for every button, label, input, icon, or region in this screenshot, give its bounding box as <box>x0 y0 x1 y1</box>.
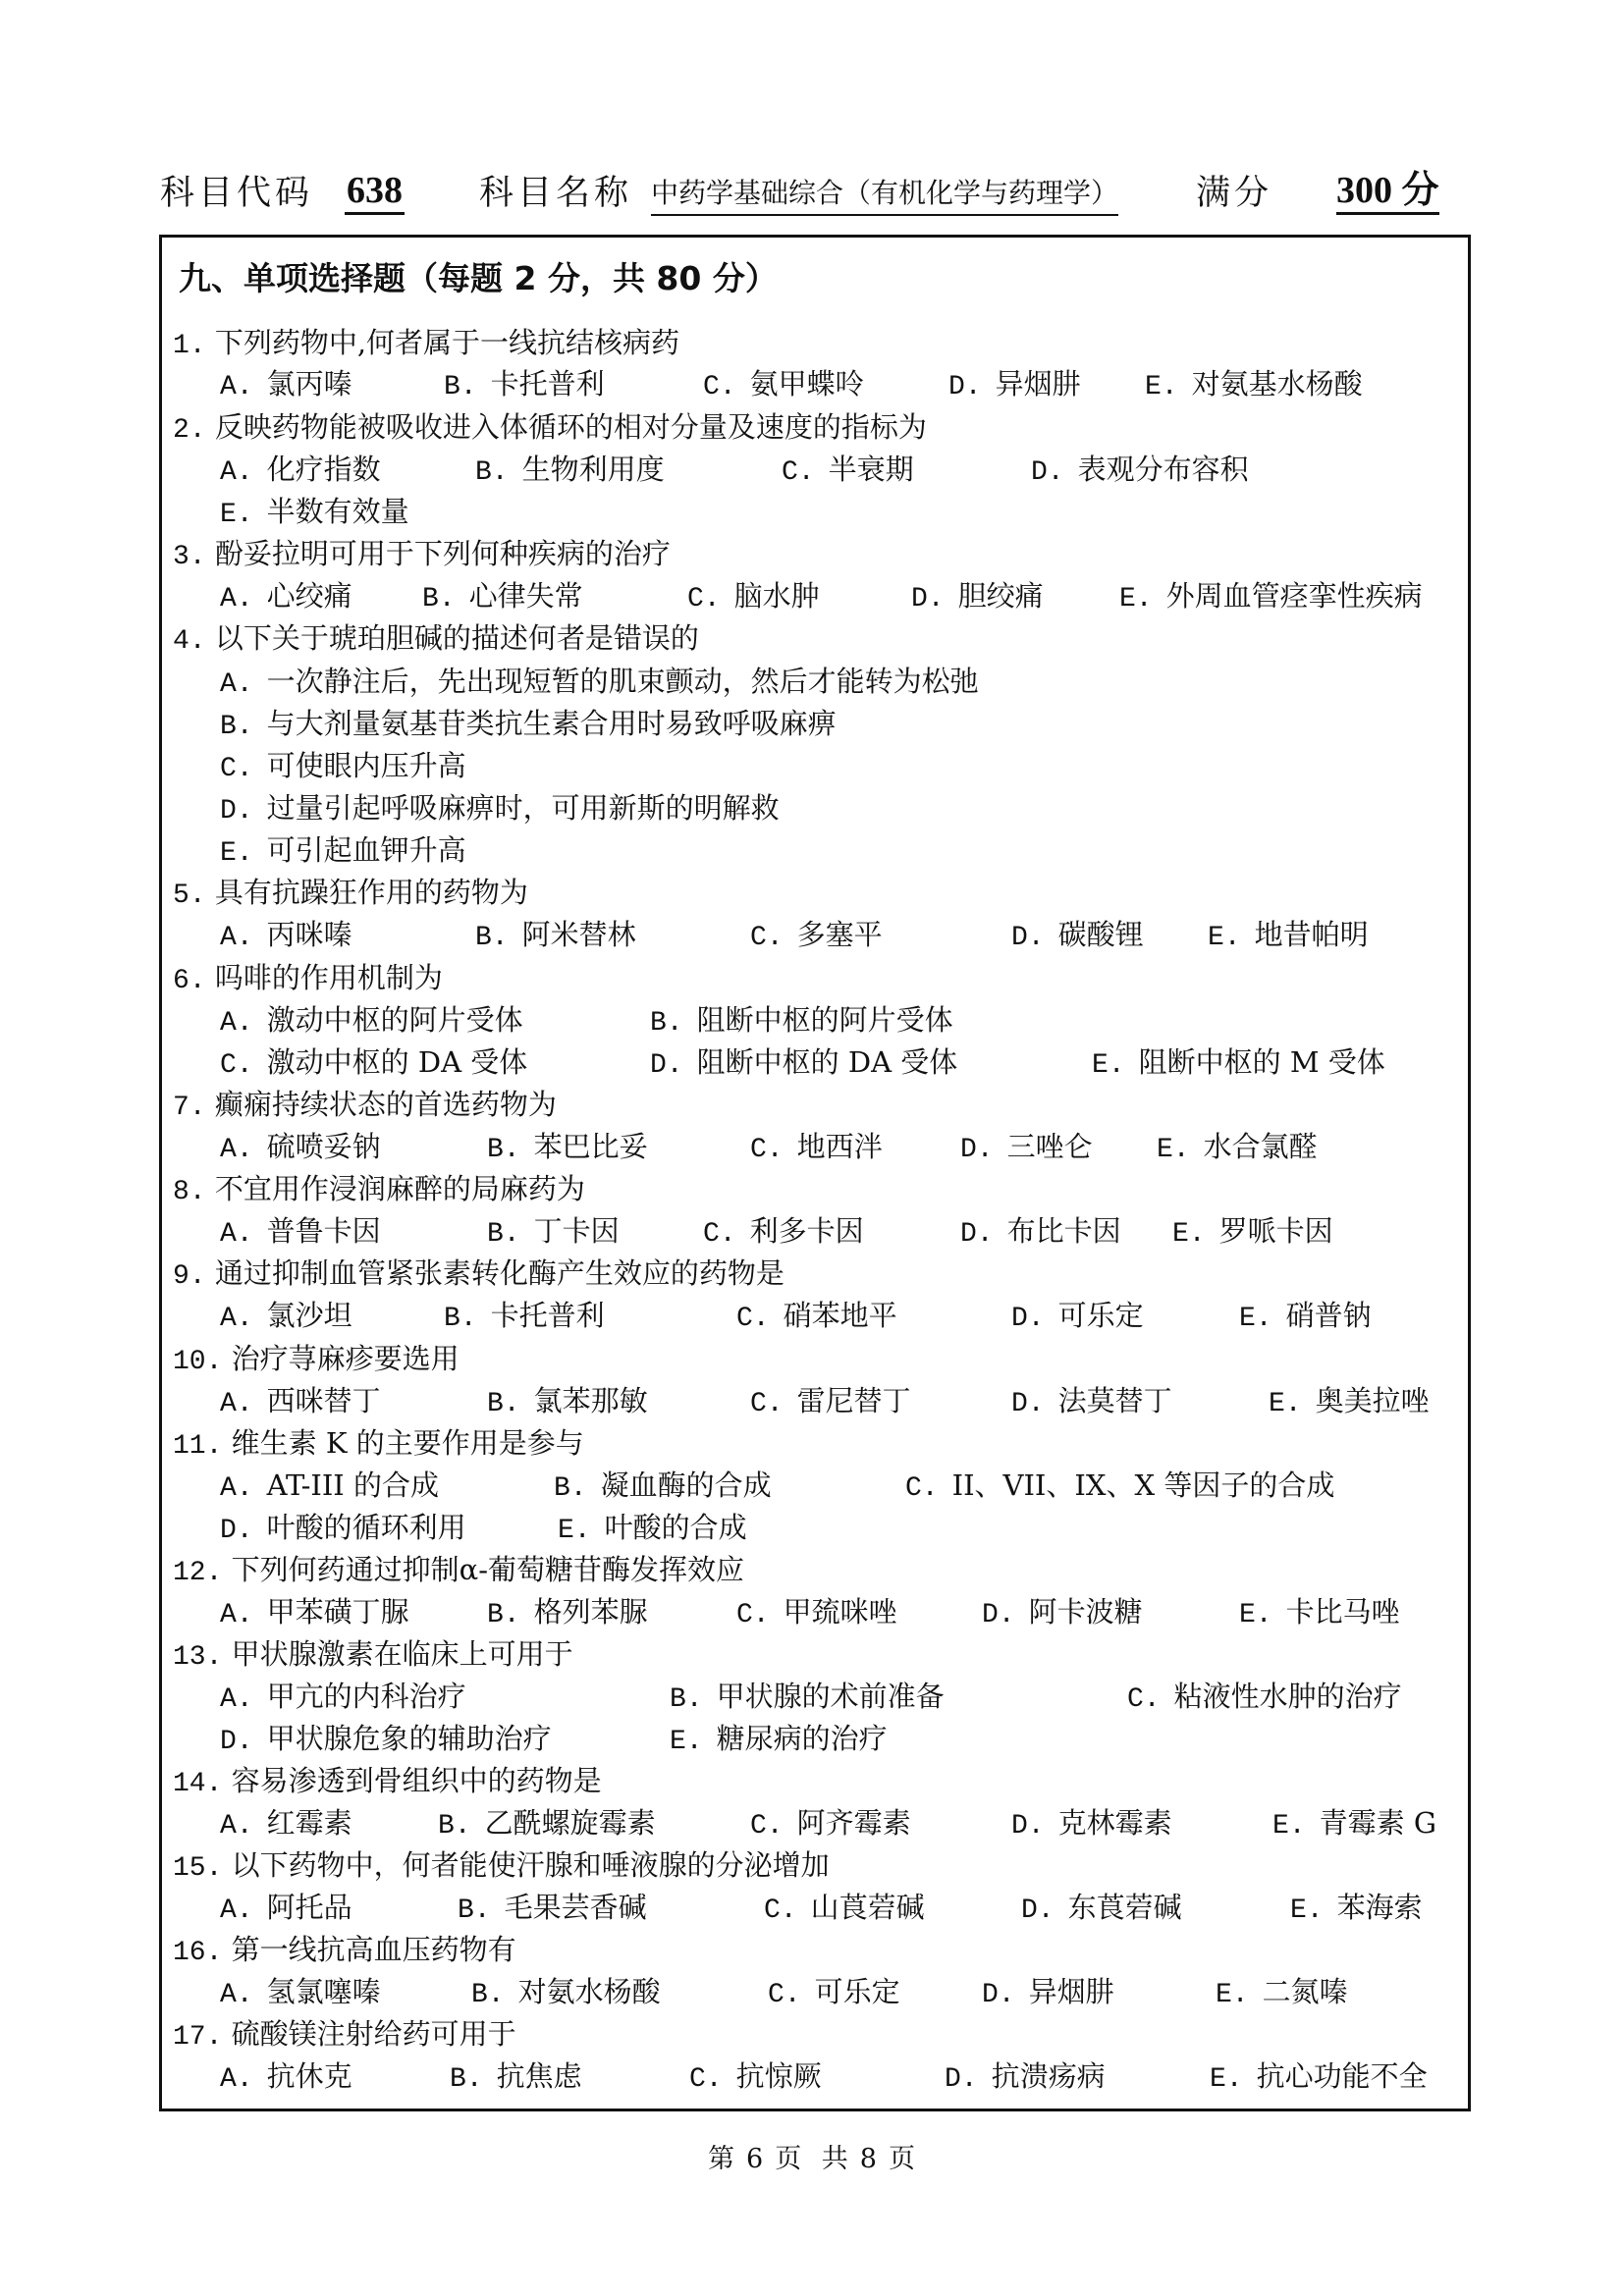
option-10d: D. 法莫替丁 <box>1011 1384 1172 1419</box>
option-4c: C. 可使眼内压升高 <box>220 749 466 784</box>
subject-name-value: 中药学基础综合（有机化学与药理学） <box>651 173 1118 216</box>
option-4d: D. 过量引起呼吸麻痹时，可用新斯的明解救 <box>220 791 780 827</box>
full-score-value: 300 分 <box>1336 169 1439 215</box>
option-12d: D. 阿卡波糖 <box>982 1595 1143 1630</box>
option-6d: D. 阻断中枢的 DA 受体 <box>650 1045 958 1081</box>
question-14: 14. 容易渗透到骨组织中的药物是 <box>173 1764 602 1799</box>
option-11e: E. 叶酸的合成 <box>558 1511 747 1546</box>
option-12c: C. 甲巯咪唑 <box>736 1595 897 1630</box>
exam-header <box>160 169 1476 228</box>
option-3c: C. 脑水肿 <box>687 579 820 614</box>
option-14d: D. 克林霉素 <box>1011 1806 1172 1842</box>
question-15: 15. 以下药物中，何者能使汗腺和唾液腺的分泌增加 <box>173 1848 830 1884</box>
option-17b: B. 抗焦虑 <box>450 2059 582 2095</box>
option-7c: C. 地西泮 <box>750 1130 883 1165</box>
option-13d: D. 甲状腺危象的辅助治疗 <box>220 1722 552 1757</box>
option-8b: B. 丁卡因 <box>487 1214 620 1250</box>
current-page: 6 <box>746 2144 764 2174</box>
option-5c: C. 多塞平 <box>750 918 883 953</box>
option-1a: A. 氯丙嗪 <box>220 367 352 402</box>
option-2a: A. 化疗指数 <box>220 453 381 488</box>
question-4: 4. 以下关于琥珀胆碱的描述何者是错误的 <box>173 621 699 657</box>
question-3: 3. 酚妥拉明可用于下列何种疾病的治疗 <box>173 537 671 572</box>
option-17e: E. 抗心功能不全 <box>1210 2059 1428 2095</box>
option-12b: B. 格列苯脲 <box>487 1595 648 1630</box>
subject-code-label: 科目代码 <box>160 174 314 213</box>
option-8e: E. 罗哌卡因 <box>1172 1214 1333 1250</box>
option-11d: D. 叶酸的循环利用 <box>220 1511 466 1546</box>
option-10c: C. 雷尼替丁 <box>750 1384 911 1419</box>
question-1: 1. 下列药物中,何者属于一线抗结核病药 <box>173 326 680 361</box>
total-pages: 8 <box>859 2144 877 2174</box>
option-1c: C. 氨甲蝶呤 <box>703 367 864 402</box>
option-7b: B. 苯巴比妥 <box>487 1130 648 1165</box>
option-13a: A. 甲亢的内科治疗 <box>220 1680 466 1715</box>
option-5a: A. 丙咪嗪 <box>220 918 352 953</box>
option-3b: B. 心律失常 <box>422 579 583 614</box>
option-15a: A. 阿托品 <box>220 1891 352 1926</box>
question-9: 9. 通过抑制血管紧张素转化酶产生效应的药物是 <box>173 1256 784 1292</box>
option-13b: B. 甲状腺的术前准备 <box>670 1680 945 1715</box>
option-12e: E. 卡比马唑 <box>1239 1595 1400 1630</box>
option-17d: D. 抗溃疡病 <box>945 2059 1106 2095</box>
question-6: 6. 吗啡的作用机制为 <box>173 961 443 996</box>
subject-name-label: 科目名称 <box>479 174 633 213</box>
subject-code-value: 638 <box>345 169 405 215</box>
full-score-label: 满分 <box>1196 174 1273 213</box>
section-title: 九、单项选择题（每题 2 分，共 80 分） <box>179 259 778 297</box>
option-6c: C. 激动中枢的 DA 受体 <box>220 1045 528 1081</box>
option-9d: D. 可乐定 <box>1011 1299 1144 1334</box>
question-17: 17. 硫酸镁注射给药可用于 <box>173 2017 516 2053</box>
option-7e: E. 水合氯醛 <box>1157 1130 1318 1165</box>
option-7a: A. 硫喷妥钠 <box>220 1130 381 1165</box>
question-5: 5. 具有抗躁狂作用的药物为 <box>173 876 528 911</box>
option-4b: B. 与大剂量氨基苷类抗生素合用时易致呼吸麻痹 <box>220 707 837 742</box>
option-17a: A. 抗休克 <box>220 2059 352 2095</box>
option-13c: C. 粘液性水肿的治疗 <box>1127 1680 1402 1715</box>
option-5e: E. 地昔帕明 <box>1208 918 1369 953</box>
option-2c: C. 半衰期 <box>782 453 914 488</box>
option-15c: C. 山莨菪碱 <box>764 1891 925 1926</box>
option-6b: B. 阻断中枢的阿片受体 <box>650 1003 953 1039</box>
option-14a: A. 红霉素 <box>220 1806 352 1842</box>
option-12a: A. 甲苯磺丁脲 <box>220 1595 409 1630</box>
option-3e: E. 外周血管痉挛性疾病 <box>1119 579 1423 614</box>
option-9a: A. 氯沙坦 <box>220 1299 352 1334</box>
option-16d: D. 异烟肼 <box>982 1975 1114 2010</box>
option-1b: B. 卡托普利 <box>444 367 605 402</box>
option-8c: C. 利多卡因 <box>703 1214 864 1250</box>
option-3a: A. 心绞痛 <box>220 579 352 614</box>
option-16b: B. 对氨水杨酸 <box>471 1975 661 2010</box>
option-8d: D. 布比卡因 <box>960 1214 1121 1250</box>
option-11b: B. 凝血酶的合成 <box>554 1468 772 1504</box>
question-8: 8. 不宜用作浸润麻醉的局麻药为 <box>173 1172 585 1207</box>
option-17c: C. 抗惊厥 <box>689 2059 822 2095</box>
question-12: 12. 下列何药通过抑制α-葡萄糖苷酶发挥效应 <box>173 1553 745 1588</box>
option-15e: E. 苯海索 <box>1290 1891 1423 1926</box>
option-1d: D. 异烟肼 <box>948 367 1081 402</box>
option-15d: D. 东莨菪碱 <box>1021 1891 1182 1926</box>
option-4e: E. 可引起血钾升高 <box>220 833 466 869</box>
option-10b: B. 氯苯那敏 <box>487 1384 648 1419</box>
option-9e: E. 硝普钠 <box>1239 1299 1372 1334</box>
option-14e: E. 青霉素 G <box>1272 1806 1436 1842</box>
option-10e: E. 奥美拉唑 <box>1269 1384 1430 1419</box>
question-13: 13. 甲状腺激素在临床上可用于 <box>173 1637 573 1673</box>
option-1e: E. 对氨基水杨酸 <box>1145 367 1363 402</box>
option-16c: C. 可乐定 <box>768 1975 900 2010</box>
option-4a: A. 一次静注后，先出现短暂的肌束颤动，然后才能转为松弛 <box>220 665 979 700</box>
option-9b: B. 卡托普利 <box>444 1299 605 1334</box>
page-indicator: 第 6 页 共 8 页 <box>708 2144 915 2174</box>
option-6e: E. 阻断中枢的 M 受体 <box>1092 1045 1385 1081</box>
option-11a: A. AT-III 的合成 <box>220 1468 439 1504</box>
option-2e: E. 半数有效量 <box>220 495 409 530</box>
option-9c: C. 硝苯地平 <box>736 1299 897 1334</box>
option-6a: A. 激动中枢的阿片受体 <box>220 1003 523 1039</box>
option-15b: B. 毛果芸香碱 <box>458 1891 647 1926</box>
question-16: 16. 第一线抗高血压药物有 <box>173 1933 516 1968</box>
option-14b: B. 乙酰螺旋霉素 <box>438 1806 656 1842</box>
option-5b: B. 阿米替林 <box>475 918 636 953</box>
option-7d: D. 三唑仑 <box>960 1130 1093 1165</box>
question-11: 11. 维生素 K 的主要作用是参与 <box>173 1426 584 1462</box>
option-5d: D. 碳酸锂 <box>1011 918 1144 953</box>
option-13e: E. 糖尿病的治疗 <box>670 1722 888 1757</box>
option-11c: C. II、VII、IX、X 等因子的合成 <box>905 1468 1335 1504</box>
question-2: 2. 反映药物能被吸收进入体循环的相对分量及速度的指标为 <box>173 410 927 446</box>
question-7: 7. 癫痫持续状态的首选药物为 <box>173 1088 557 1123</box>
option-14c: C. 阿齐霉素 <box>750 1806 911 1842</box>
option-3d: D. 胆绞痛 <box>911 579 1044 614</box>
option-10a: A. 西咪替丁 <box>220 1384 381 1419</box>
option-2d: D. 表观分布容积 <box>1031 453 1249 488</box>
option-8a: A. 普鲁卡因 <box>220 1214 381 1250</box>
question-10: 10. 治疗荨麻疹要选用 <box>173 1342 460 1377</box>
option-16a: A. 氢氯噻嗪 <box>220 1975 381 2010</box>
option-16e: E. 二氮嗪 <box>1216 1975 1348 2010</box>
option-2b: B. 生物利用度 <box>475 453 665 488</box>
